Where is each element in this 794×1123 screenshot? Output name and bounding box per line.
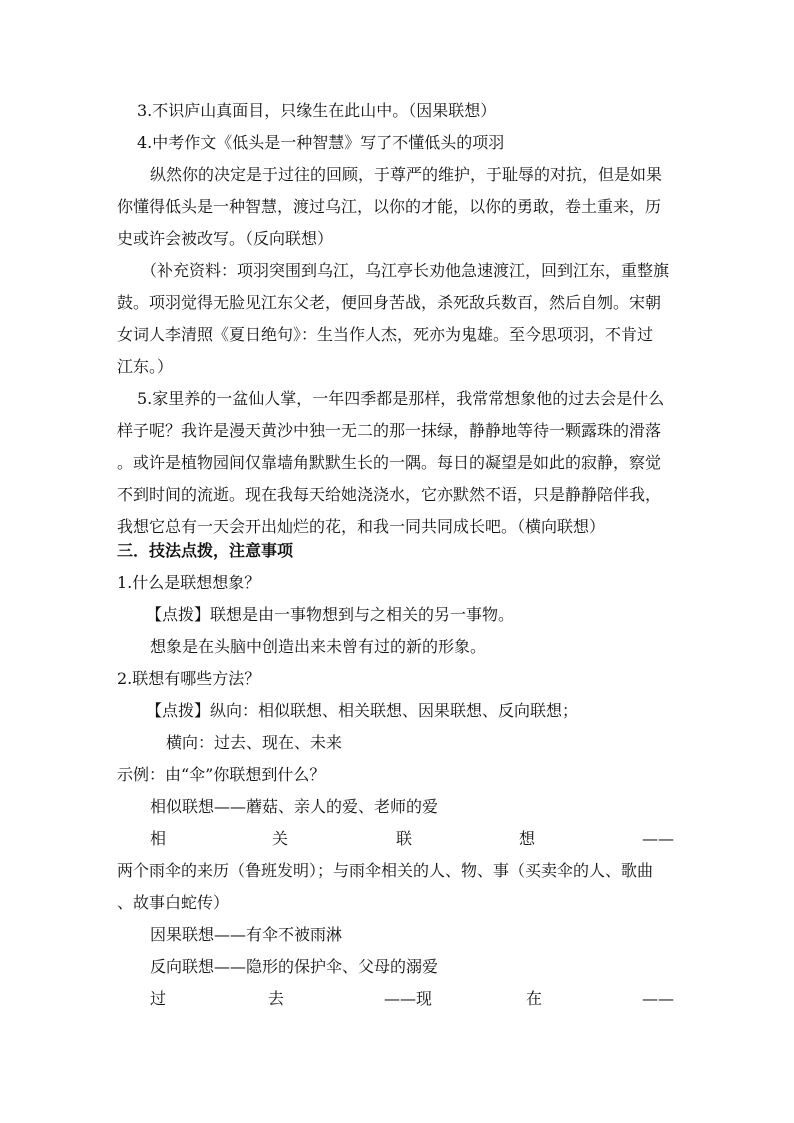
- spread-text: ——: [642, 989, 674, 1008]
- paragraph-line: 不到时间的流逝。现在我每天给她浇浇水，它亦默然不语，只是静静陪伴我，: [117, 485, 662, 504]
- supplement-line: （补充资料：项羽突围到乌江，乌江亭长劝他急速渡江，回到江东，重整旗: [141, 261, 670, 280]
- spread-text: ——: [642, 829, 674, 848]
- spread-text: 过: [150, 989, 167, 1008]
- paragraph-line: 样子呢？我许是漫天黄沙中独一无二的那一抹绿，静静地等待一颗露珠的滑落: [117, 421, 662, 440]
- paragraph-line: 。或许是植物园间仅靠墙角默默生长的一隅。每日的凝望是如此的寂静，察觉: [117, 453, 662, 472]
- supplement-line: 江东。）: [117, 357, 174, 376]
- example-line: 两个雨伞的来历（鲁班发明）；与雨伞相关的人、物、事（买卖伞的人、歌曲: [117, 861, 654, 880]
- example-line: 因果联想——有伞不被雨淋: [150, 925, 343, 944]
- paragraph-line: 你懂得低头是一种智慧，渡过乌江，以你的才能，以你的勇敢，卷土重来，历: [117, 197, 662, 216]
- paragraph-line: 纵然你的决定是于过往的回顾，于尊严的维护，于耻辱的对抗，但是如果: [150, 165, 663, 184]
- spread-text: 相: [150, 829, 167, 848]
- example-line: 反向联想——隐形的保护伞、父母的溺爱: [150, 957, 439, 976]
- item-4: 4.中考作文《低头是一种智慧》写了不懂低头的项羽: [137, 133, 505, 152]
- tip-line: 【点拨】纵向：相似联想、相关联想、因果联想、反向联想；: [146, 701, 579, 720]
- supplement-line: 女词人李清照《夏日绝句》：生当作人杰，死亦为鬼雄。至今思项羽，不肯过: [117, 325, 654, 344]
- section-heading: 三．技法点拨，注意事项: [117, 541, 294, 560]
- spread-text: 想: [519, 829, 536, 848]
- example-line: 相似联想——蘑菇、亲人的爱、老师的爱: [150, 797, 439, 816]
- supplement-line: 鼓。项羽觉得无脸见江东父老，便回身苦战，杀死敌兵数百，然后自刎。宋朝: [117, 293, 662, 312]
- paragraph-line: 我想它总有一天会开出灿烂的花，和我一同共同成长吧。（横向联想）: [117, 517, 606, 536]
- spread-text: 联: [396, 829, 413, 848]
- item-3: 3.不识庐山真面目，只缘生在此山中。（因果联想）: [137, 101, 497, 120]
- example-line: 示例：由“伞”你联想到什么？: [117, 765, 326, 784]
- spread-text: 关: [272, 829, 289, 848]
- spread-text: 在: [526, 989, 543, 1008]
- tip-line: 横向：过去、现在、未来: [166, 733, 343, 752]
- paragraph-line: 史或许会被改写。（反向联想）: [117, 229, 334, 248]
- question-1: 1.什么是联想想象？: [117, 573, 261, 592]
- tip-line: 【点拨】联想是由一事物想到与之相关的另一事物。: [146, 605, 515, 624]
- example-line: 、故事白蛇传）: [117, 893, 230, 912]
- spread-text: 去: [268, 989, 285, 1008]
- question-2: 2.联想有哪些方法？: [117, 669, 261, 688]
- tip-line: 想象是在头脑中创造出来未曾有过的新的形象。: [150, 637, 487, 656]
- item-5: 5.家里养的一盆仙人掌，一年四季都是那样，我常常想象他的过去会是什么: [137, 389, 665, 408]
- spread-text: ——现: [384, 989, 433, 1008]
